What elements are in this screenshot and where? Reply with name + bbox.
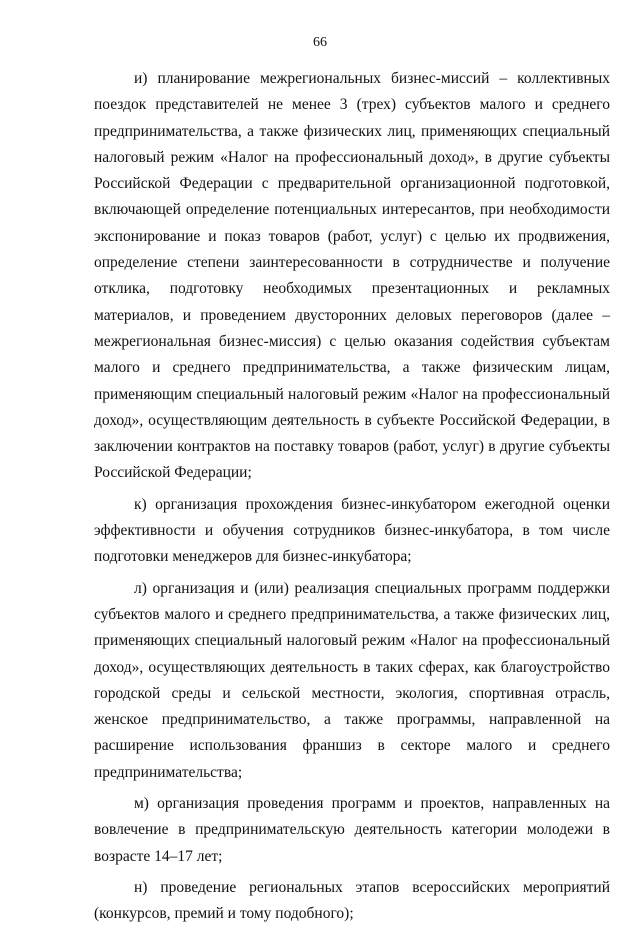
paragraph-l: л) организация и (или) реализация специальных программ поддержки субъектов малого и среднего предпринимательства, а также физических лиц, применяющих специальный налоговый режим «Налог на профессиональный доход», осуществляющих деятельность в таких сферах, как благоустройство городской среды и сельской местности, экология, спортивная отрасль, женское предпринимательство, а также программы, направленной на расширение использования франшиз в секторе малого и среднего предпринимательства; <box>94 579 610 781</box>
paragraph-n: н) проведение региональных этапов всероссийских мероприятий (конкурсов, премий и тому подобного); <box>94 878 610 923</box>
page-number: 66 <box>313 35 327 50</box>
paragraph-i: и) планирование межрегиональных бизнес-миссий – коллективных поездок представителей не менее 3 (трех) субъектов малого и среднего предпринимательства, а также физических лиц, применяющих специальный налоговый режим «Налог на профессиональный доход», в другие субъекты Российской Федерации с предварительной организационной подготовкой, включающей определение потенциальных интересантов, при необходимости экспонирование и показ товаров (работ, услуг) с целью их продвижения, определение степени заинтересованности в сотрудничестве и получение отклика, подготовку необходимых презентационных и рекламных материалов, и проведением двусторонних деловых переговоров (далее – межрегиональная бизнес-миссия) с целью оказания содействия субъектам малого и среднего предпринимательства, а также физическим лицам, применяющим специальный налоговый режим «Налог на профессиональный доход», осуществляющим деятельность в субъекте Российской Федерации, в заключении контрактов на поставку товаров (работ, услуг) в другие субъекты Российской Федерации; <box>94 70 610 482</box>
paragraph-m: м) организация проведения программ и проектов, направленных на вовлечение в предпринимательскую деятельность категории молодежи в возрасте 14–17 лет; <box>94 795 610 865</box>
document-body <box>94 66 610 933</box>
paragraph-k: к) организация прохождения бизнес-инкубатором ежегодной оценки эффективности и обучения сотрудников бизнес-инкубатора, в том числе подготовки менеджеров для бизнес-инкубатора; <box>94 495 610 566</box>
